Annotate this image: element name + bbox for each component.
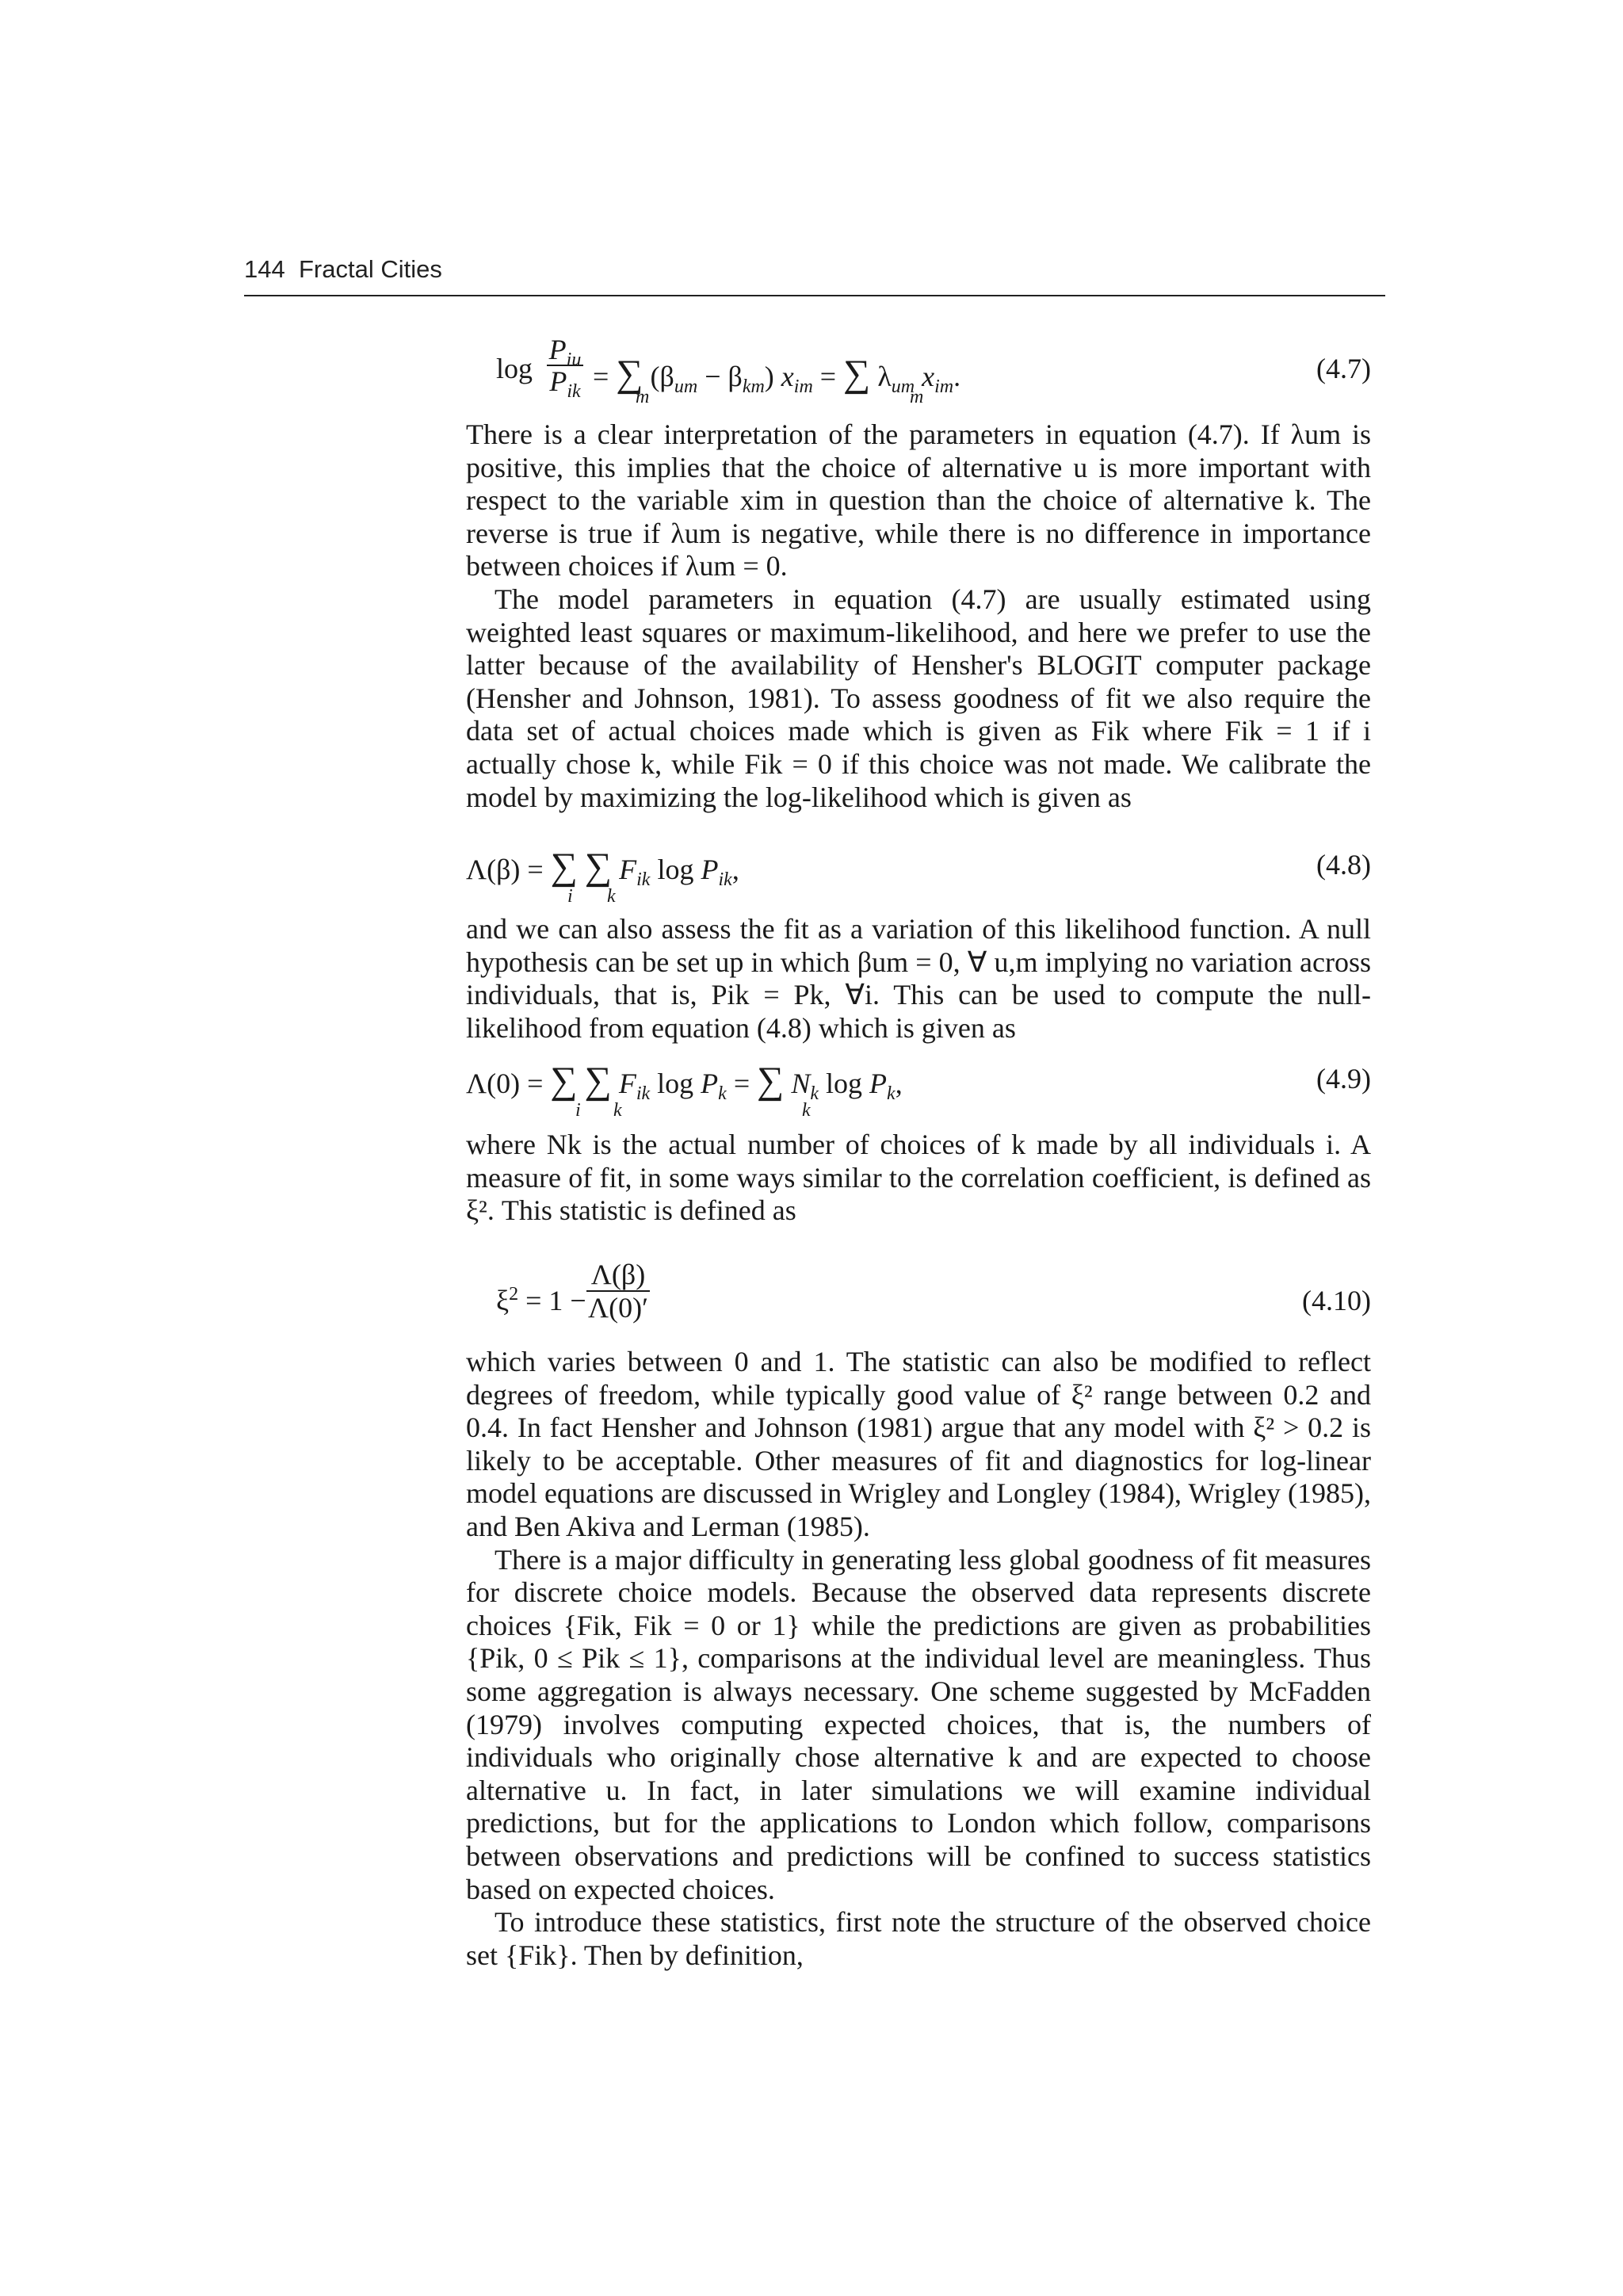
paragraph: which varies between 0 and 1. The statistic can also be modified to reflect degrees of freedom, while typically good value of ξ² range between 0.2 and 0.4. In fact Hensher and Johnson (1981) argue that any model with ξ² > 0.2 is likely to be acceptable. Other measures of fit and diagnostics for log-linear model equations are discussed in Wrigley and Longley (1984), Wrigley (1985), and Ben Akiva and Lerman (1985). (466, 1346, 1371, 1542)
paragraph: The model parameters in equation (4.7) are usually estimated using weighted least squares or maximum-likelihood, and here we prefer to use the latter because of the availability of Hensher's BLOGIT computer package (Hensher and Johnson, 1981). To assess goodness of fit we also require the data set of actual choices made which is given as Fik where Fik = 1 if i actually chose k, while Fik = 0 if this choice was not made. We calibrate the model by maximizing the log-likelihood which is given as (466, 583, 1371, 813)
paragraph: where Nk is the actual number of choices of k made by all individuals i. A measure of fit, in some ways similar to the correlation coefficient, is defined as ξ². This statistic is defined as (466, 1129, 1371, 1227)
paragraph: There is a major difficulty in generating less global goodness of fit measures for discrete choice models. Because the observed data represents discrete choices {Fik, Fik = 0 or 1} while the predictions are given as probabilities {Pik, 0 ≤ Pik ≤ 1}, comparisons at the individual level are meaningless. Thus some aggregation is always necessary. One scheme suggested by McFadden (1979) involves computing expected choices, that is, the numbers of individuals who originally chose alternative k and are expected to choose alternative u. In fact, in later simulations we will examine individual predictions, but for the applications to London which follow, comparisons between observations and predictions will be confined to success statistics based on expected choices. (466, 1543, 1371, 1905)
running-title: Fractal Cities (298, 255, 442, 283)
body-block-4 (466, 1346, 1371, 1972)
equation-number: (4.7) (1316, 353, 1371, 384)
body-block-2 (466, 913, 1371, 1045)
equation-number: (4.8) (1316, 849, 1371, 881)
header-rule (244, 295, 1385, 296)
body-block-3 (466, 1129, 1371, 1228)
equation-4-7: log $P_{iu}$ $P_{ik}$ = ∑ $(\beta_{um} - \beta_{km}) x_{im}$ = ∑ $\lambda_{um}$ $x_{im}$. m m (4.7) (496, 334, 1371, 407)
equation-number: (4.9) (1316, 1063, 1371, 1095)
equation-number: (4.10) (1302, 1285, 1371, 1316)
body-block-1 (466, 418, 1371, 814)
equation-4-8: Λ(β) = ∑ ∑ $F_{ik}$ $\log P_{ik}$, i k (4.8) (466, 846, 1371, 907)
paragraph: There is a clear interpretation of the parameters in equation (4.7). If λum is positive, this implies that the choice of alternative u is more important with respect to the variable xim in question than the choice of alternative k. The reverse is true if λum is negative, while there is no difference in importance between choices if λum = 0. (466, 418, 1371, 583)
equation-4-10: $\xi^2 = 1$ − $\frac{\Lambda(\beta)}{\Lambda(0)'}$ (4.10) (496, 1259, 1371, 1324)
running-header (244, 255, 1369, 284)
paragraph: and we can also assess the fit as a variation of this likelihood function. A null hypothesis can be set up in which βum = 0, ∀ u,m implying no variation across individuals, that is, Pik = Pk, ∀i. This can be used to compute the null-likelihood from equation (4.8) which is given as (466, 913, 1371, 1044)
paragraph: To introduce these statistics, first note the structure of the observed choice set {Fik}. Then by definition, (466, 1906, 1371, 1971)
page-number: 144 (244, 255, 285, 283)
equation-4-9: Λ(0) = ∑ ∑ $F_{ik}$ $\log P_k$ = ∑ $N_k$ $\log P_k$, i k k (4.9) (466, 1060, 1371, 1121)
